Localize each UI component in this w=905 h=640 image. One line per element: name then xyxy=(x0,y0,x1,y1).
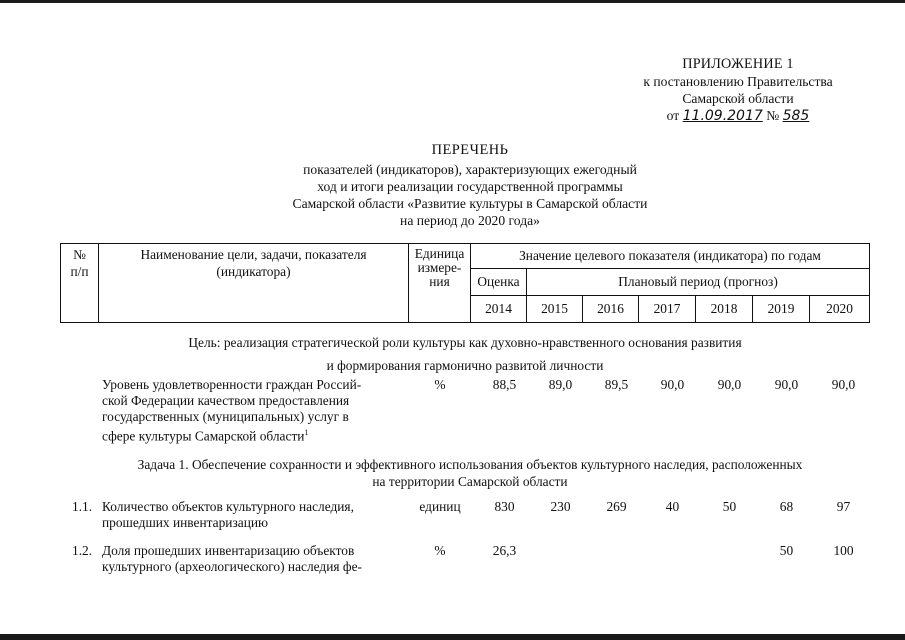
header-year: 2016 xyxy=(583,296,639,323)
appendix-line-1: к постановлению Правительства xyxy=(643,73,833,89)
indicator-name: Уровень удовлетворенности граждан Россий- ской Федерации качеством предоставления государственных (муниципальных) услуг в сфере культуры Самарской области$^1$ xyxy=(102,377,362,444)
document-title: ПЕРЕЧЕНЬ xyxy=(431,142,509,158)
goal-text: Цель: реализация стратегической роли культуры как духовно-нравственного основания развития и формирования гармонично развитой личности xyxy=(188,335,742,373)
header-col-values: Значение целевого показателя (индикатора) по годам xyxy=(471,244,870,269)
header-year: 2014 xyxy=(471,296,527,323)
appendix-title: ПРИЛОЖЕНИЕ 1 xyxy=(682,56,794,72)
document-title-block xyxy=(210,141,730,229)
row-number: 1.2. xyxy=(72,543,93,558)
header-year: 2018 xyxy=(696,296,753,323)
value-cell: 90,0 xyxy=(717,377,742,392)
value-cell: 89,5 xyxy=(604,377,629,392)
header-plan-period: Плановый период (прогноз) xyxy=(527,269,870,296)
appendix-line-2: Самарской области xyxy=(682,90,794,106)
indicator-unit: % xyxy=(434,377,446,392)
value-cell: 830 xyxy=(494,499,515,514)
appendix-block xyxy=(618,56,858,125)
footnote-marker: 1 xyxy=(304,428,309,437)
value-cell: 90,0 xyxy=(774,377,799,392)
value-cell: 90,0 xyxy=(660,377,685,392)
value-cell: 50 xyxy=(722,499,737,514)
value-cell: 88,5 xyxy=(492,377,517,392)
document-subtitle-line: Самарской области «Развитие культуры в Самарской области xyxy=(292,196,648,211)
value-cell: 89,0 xyxy=(548,377,573,392)
value-cell: 269 xyxy=(606,499,627,514)
document-subtitle-line: на период до 2020 года» xyxy=(400,213,540,228)
document-subtitle-line: показателей (индикаторов), характеризующих ежегодный xyxy=(303,162,637,177)
number-prefix: № xyxy=(766,107,780,123)
handwritten-date: 11.09.2017 xyxy=(682,107,763,124)
indicator-table-header xyxy=(60,243,870,323)
indicator-unit: % xyxy=(434,543,446,558)
value-cell: 97 xyxy=(836,499,851,514)
document-subtitle-line: ход и итоги реализации государственной программы xyxy=(317,179,623,194)
indicator-unit: единиц xyxy=(419,499,461,514)
value-cell: 50 xyxy=(779,543,794,558)
scan-edge-bottom xyxy=(0,634,905,640)
row-number: 1.1. xyxy=(72,499,93,514)
header-col-unit: Единица измере- ния xyxy=(409,244,471,323)
date-prefix: от xyxy=(666,107,680,123)
value-cell: 68 xyxy=(779,499,794,514)
scan-edge-top xyxy=(0,0,905,3)
header-col-number: № п/п xyxy=(61,244,99,323)
value-cell: 90,0 xyxy=(831,377,856,392)
header-estimate: Оценка xyxy=(471,269,527,296)
indicator-name: Доля прошедших инвентаризацию объектов культурного (археологического) наследия фе- xyxy=(102,543,362,574)
header-year: 2015 xyxy=(527,296,583,323)
indicator-name: Количество объектов культурного наследия, прошедших инвентаризацию xyxy=(102,499,354,530)
value-cell: 40 xyxy=(665,499,680,514)
value-cell: 26,3 xyxy=(492,543,517,558)
header-col-name: Наименование цели, задачи, показателя (индикатора) xyxy=(99,244,409,323)
value-cell: 100 xyxy=(833,543,854,558)
appendix-date-row xyxy=(618,108,858,126)
handwritten-number: 585 xyxy=(782,107,810,124)
header-year: 2020 xyxy=(810,296,870,323)
task-text: Задача 1. Обеспечение сохранности и эффективного использования объектов культурного наследия, расположенных на территории Самарской области xyxy=(137,457,803,489)
header-year: 2017 xyxy=(639,296,696,323)
header-year: 2019 xyxy=(753,296,810,323)
value-cell: 230 xyxy=(550,499,571,514)
